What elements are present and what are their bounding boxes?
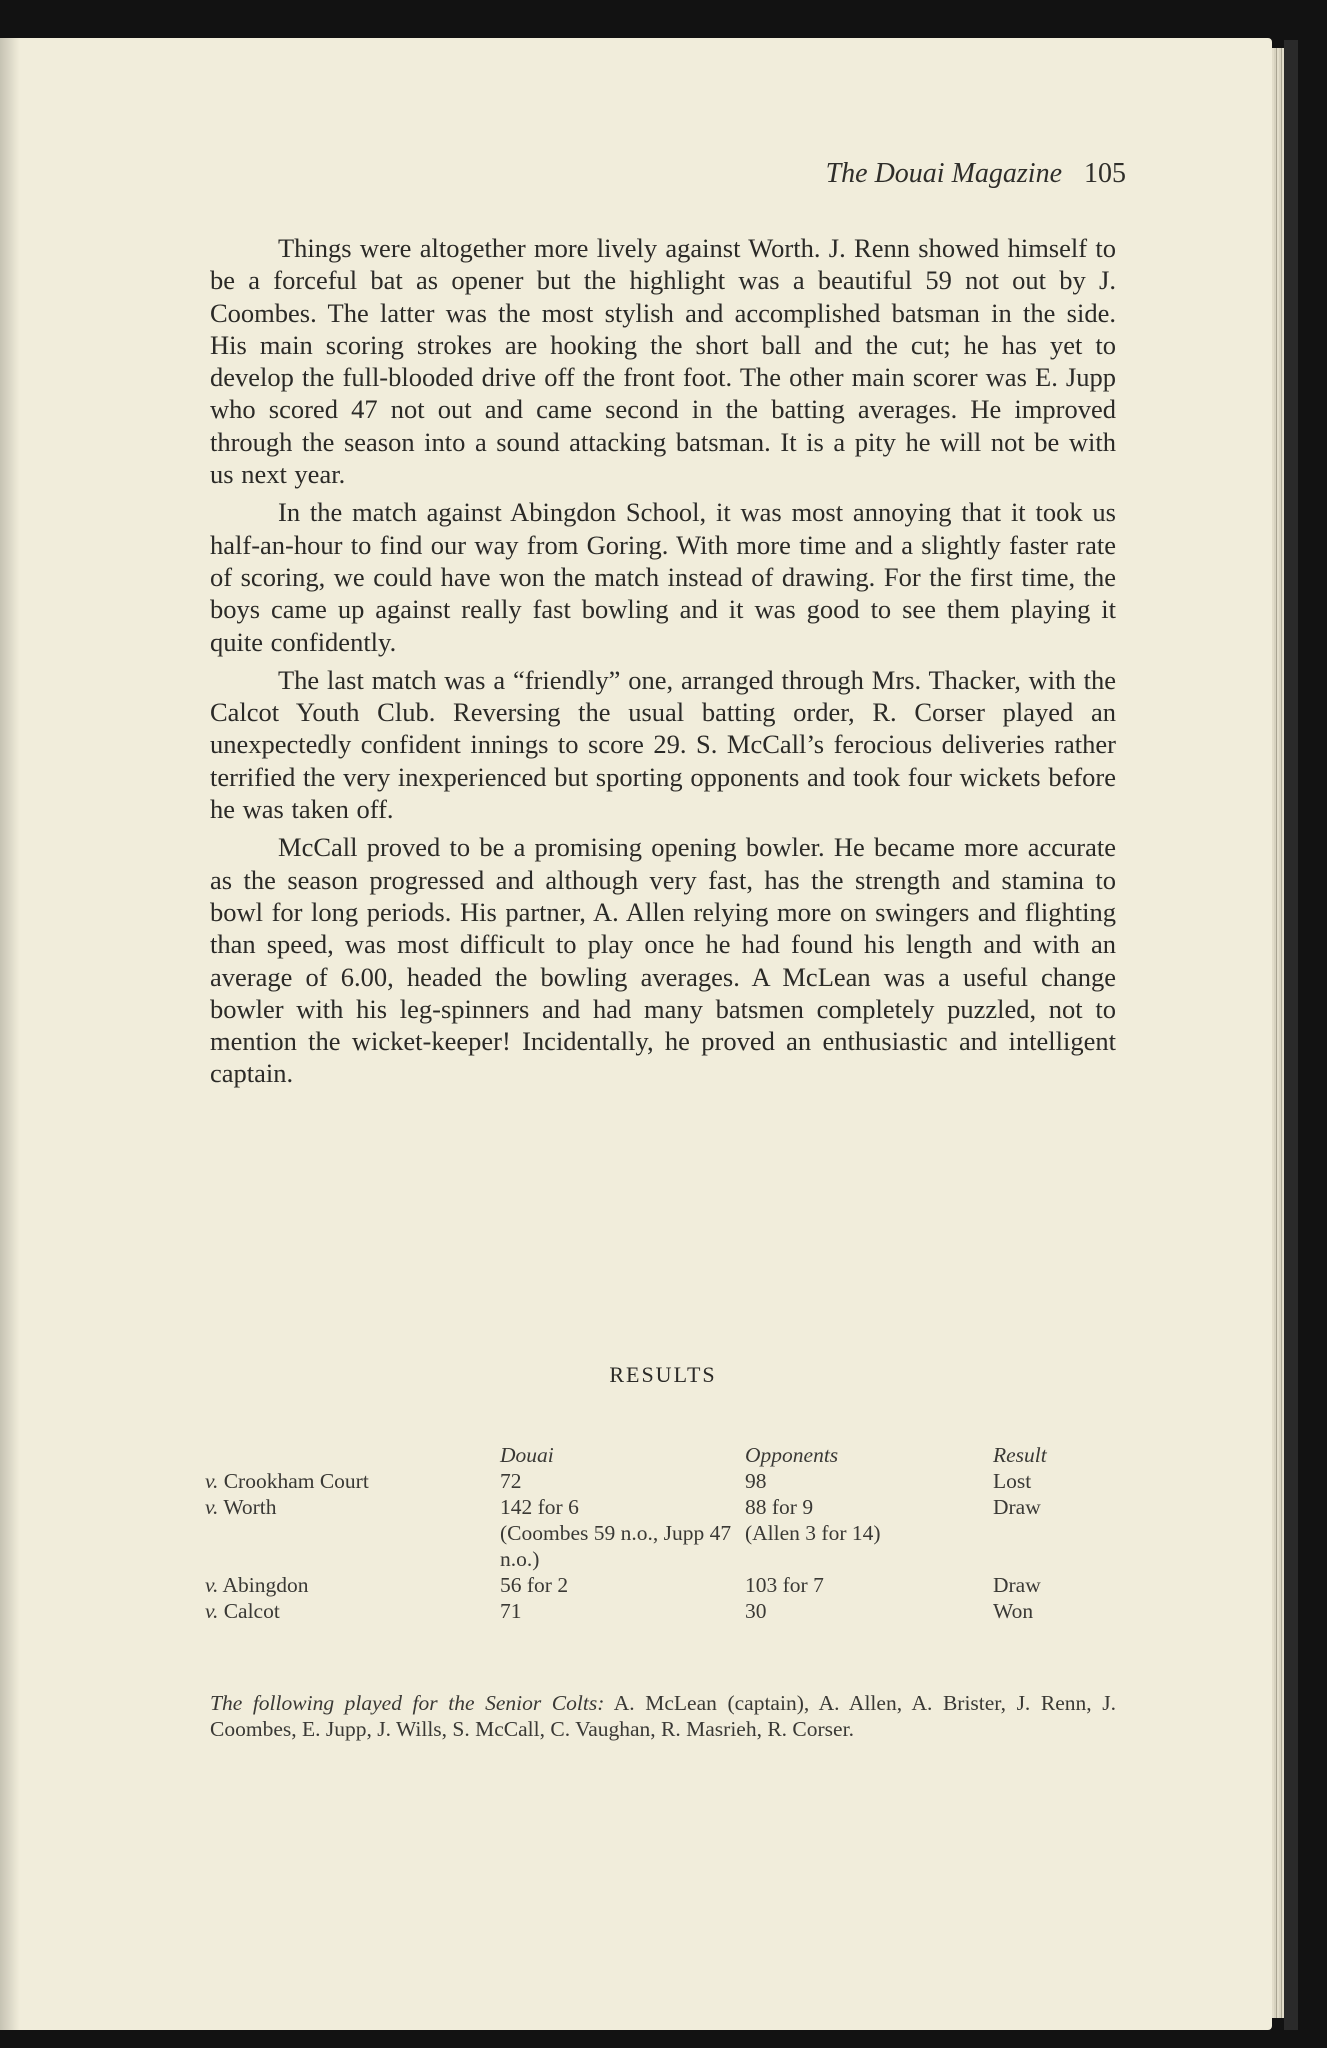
page-number: 105 <box>1084 158 1126 189</box>
douai-score-note: (Coombes 59 n.o., Jupp 47 n.o.) <box>500 1521 732 1571</box>
opponent-score: 88 for 9 <box>745 1495 814 1519</box>
footnote-names: A. McLean (captain), A. Allen, A. Brister, J. Renn, J. Coombes, E. Jupp, J. Wills, S. McCall, C. Vaughan, R. Masrieh, R. Corser. <box>210 1691 1116 1741</box>
book-cover-edge <box>1284 40 1298 2030</box>
results-heading: RESULTS <box>609 1362 717 1387</box>
opponent-name: Calcot <box>223 1599 280 1623</box>
match-result: Draw <box>993 1495 1041 1519</box>
douai-score: 56 for 2 <box>500 1573 569 1597</box>
results-table <box>205 1442 1093 1624</box>
opponent-score: 30 <box>745 1599 767 1623</box>
versus-prefix: v. <box>205 1469 219 1493</box>
team-list-footnote <box>210 1690 1116 1742</box>
opponent-score: 103 for 7 <box>745 1573 824 1597</box>
magazine-title: The Douai Magazine <box>825 158 1062 189</box>
versus-prefix: v. <box>205 1573 219 1597</box>
opponent-name: Abingdon <box>222 1573 309 1597</box>
article-body <box>210 232 1116 1096</box>
table-row <box>205 1494 1093 1572</box>
opponent-cell <box>205 1572 500 1598</box>
versus-prefix: v. <box>205 1599 219 1623</box>
table-row <box>205 1572 1093 1598</box>
opponent-score-cell <box>745 1494 993 1572</box>
paragraph: The last match was a “friendly” one, arranged through Mrs. Thacker, with the Calcot Youth Club. Reversing the usual batting order, R. Corser played an unexpectedly confident innings to score 29. S. McCall’s ferocious deliveries rather terrified the very inexperienced but sporting opponents and took four wickets before he was taken off. <box>210 664 1116 825</box>
versus-prefix: v. <box>205 1495 219 1519</box>
match-result: Won <box>993 1599 1034 1623</box>
opponent-cell <box>205 1468 500 1494</box>
table-row <box>205 1598 1093 1624</box>
opponent-score-note: (Allen 3 for 14) <box>745 1521 881 1545</box>
opponent-name: Worth <box>223 1495 277 1519</box>
match-result: Draw <box>993 1573 1041 1597</box>
douai-score: 71 <box>500 1599 522 1623</box>
header-blank <box>205 1442 500 1468</box>
header-opponents: Opponents <box>745 1443 839 1467</box>
results-header-row <box>205 1442 1093 1468</box>
opponent-name: Crookham Court <box>223 1469 369 1493</box>
opponent-cell <box>205 1598 500 1624</box>
match-result: Lost <box>993 1469 1032 1493</box>
paragraph: McCall proved to be a promising opening bowler. He became more accurate as the season progressed and although very fast, has the strength and stamina to bowl for long periods. His partner, A. Allen relying more on swingers and flighting than speed, was most difficult to play once he had found his length and with an average of 6.00, headed the bowling averages. A McLean was a useful change bowler with his leg-spinners and had many batsmen completely puzzled, not to mention the wicket-keeper! Incidentally, he proved an enthusiastic and intelligent captain. <box>210 832 1116 1089</box>
paragraph: In the match against Abingdon School, it was most annoying that it took us half-an-hour to find our way from Goring. With more time and a slightly faster rate of scoring, we could have won the match instead of drawing. For the first time, the boys came up against really fast bowling and it was good to see them playing it quite confidently. <box>210 497 1116 657</box>
header-douai: Douai <box>500 1443 554 1467</box>
header-result: Result <box>993 1443 1047 1467</box>
footnote-lead: The following played for the Senior Colts: <box>210 1691 605 1715</box>
douai-score: 72 <box>500 1469 522 1493</box>
opponent-cell <box>205 1494 500 1572</box>
paragraph: Things were altogether more lively against Worth. J. Renn showed himself to be a forceful bat as opener but the highlight was a beautiful 59 not out by J. Coombes. The latter was the most stylish and accomplished batsman in the side. His main scoring strokes are hooking the short ball and the cut; he has yet to develop the full-blooded drive off the front foot. The other main scorer was E. Jupp who scored 47 not out and came second in the batting averages. He improved through the season into a sound attacking batsman. It is a pity he will not be with us next year. <box>210 233 1116 490</box>
gutter-shadow <box>0 38 20 2030</box>
table-row <box>205 1468 1093 1494</box>
douai-score: 142 for 6 <box>500 1495 579 1519</box>
opponent-score: 98 <box>745 1469 767 1493</box>
running-head <box>750 158 1126 190</box>
douai-score-cell <box>500 1494 745 1572</box>
